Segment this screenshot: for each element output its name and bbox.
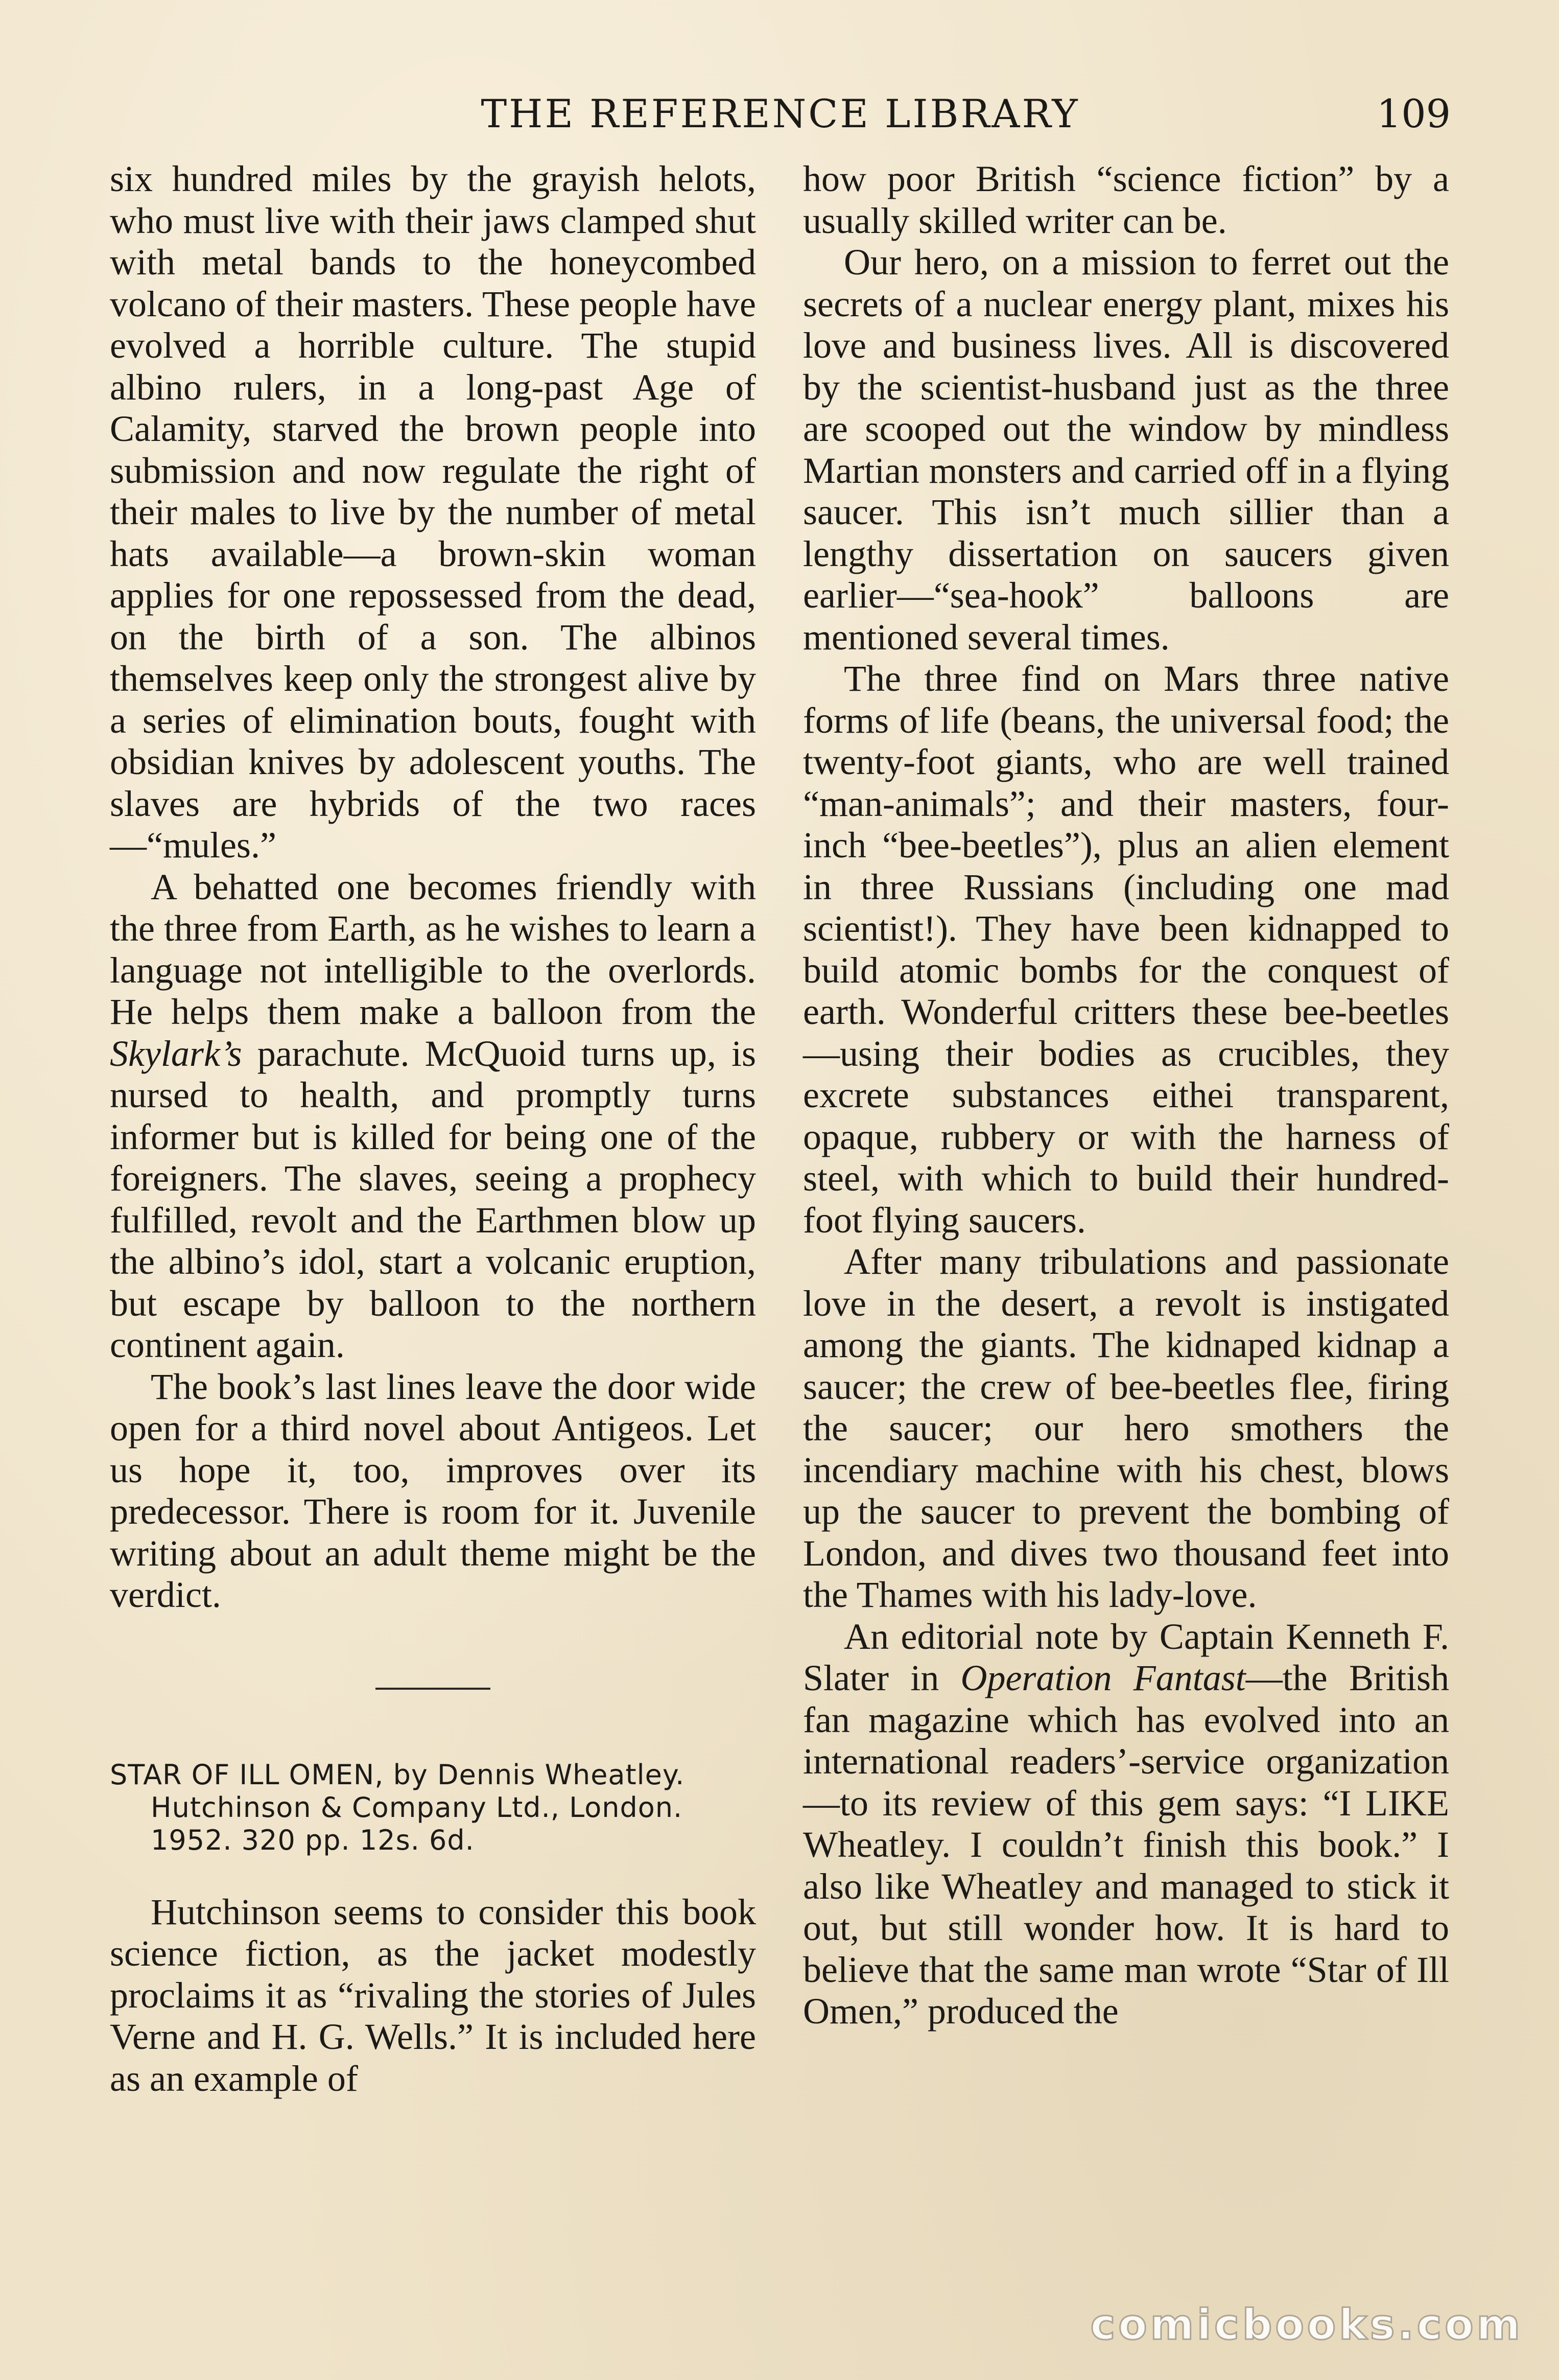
italic-title: Skylark’s — [110, 1033, 242, 1074]
section-divider — [375, 1688, 490, 1690]
watermark: comicbooks.com — [1090, 2301, 1523, 2349]
paragraph: Hutchinson seems to consider this book science fiction, as the jacket modestly proclaims it as “rivaling the stories of Jules Verne and H. G. Wells.” It is included here as an example of — [110, 1891, 756, 2099]
paragraph: The three find on Mars three native forms of life (beans, the universal food; the twenty-foot giants, who are well trained “man-animals”; and their masters, four-inch “bee-beetles”), plus an alien element in three Russians (including one mad scientist!). They have been kidnapped to build atomic bombs for the conquest of earth. Wonderful critters these bee-beetles—using their bodies as crucibles, they excrete substances eithei transparent, opaque, rubbery or with the harness of steel, with which to build their hundred-foot flying saucers. — [803, 658, 1449, 1241]
review-heading: STAR OF ILL OMEN, by Dennis Wheatley. Hutchinson & Company Ltd., London. 1952. 320 pp. 12s. 6d. — [110, 1758, 685, 1856]
running-header — [110, 86, 1451, 142]
right-column — [803, 158, 1449, 2033]
paragraph — [803, 1616, 1449, 2033]
text-run: —the British fan magazine which has evolved into an international readers’-service organization—to its review of this gem says: “I LIKE Wheatley. I couldn’t finish this book.” I also like Wheatley and managed to stick it out, but still wonder how. It is hard to believe that the same man wrote “Star of Ill Omen,” produced the — [803, 1658, 1449, 2032]
text-run: parachute. McQuoid turns up, is nursed to health, and promptly turns informer but is killed for being one of the foreigners. The slaves, seeing a prophecy fulfilled, revolt and the Earthmen blow up the albino’s idol, start a volcanic eruption, but escape by balloon to the northern continent again. — [110, 1033, 756, 1365]
running-header-title: THE REFERENCE LIBRARY — [481, 91, 1080, 136]
paragraph — [110, 867, 756, 1366]
italic-title: Operation Fantast — [960, 1658, 1246, 1698]
text-run: A behatted one becomes friendly with the three from Earth, as he wishes to learn a language not intelligible to the overlords. He helps them make a balloon from the — [110, 866, 756, 1032]
paragraph: Our hero, on a mission to ferret out the secrets of a nuclear energy plant, mixes his love and business lives. All is discovered by the scientist-husband just as the three are scooped out the window by mindless Martian monsters and carried off in a flying saucer. This isn’t much sillier than a lengthy dissertation on saucers given earlier—“sea-hook” balloons are mentioned several times. — [803, 242, 1449, 658]
paragraph: After many tribulations and passionate love in the desert, a revolt is instigated among the giants. The kidnaped kidnap a saucer; the crew of bee-beetles flee, firing the saucer; our hero smothers the incendiary machine with his chest, blows up the saucer to prevent the bombing of London, and dives two thousand feet into the Thames with his lady-love. — [803, 1241, 1449, 1615]
paragraph: six hundred miles by the grayish helots, who must live with their jaws clamped shut with metal bands to the honeycombed volcano of their masters. These people have evolved a horrible culture. The stupid albino rulers, in a long-past Age of Calamity, starved the brown people into submission and now regulate the right of their males to live by the number of metal hats available—a brown-skin woman applies for one repossessed from the dead, on the birth of a son. The albinos themselves keep only the strongest alive by a series of elimination bouts, fought with obsidian knives by adolescent youths. The slaves are hybrids of the two races—“mules.” — [110, 158, 756, 866]
paragraph: The book’s last lines leave the door wide open for a third novel about Antigeos. Let us hope it, too, improves over its predecessor. There is room for it. Juvenile writing about an adult theme might be the verdict. — [110, 1366, 756, 1615]
left-column — [110, 158, 756, 2099]
text-run: An editorial note by Captain Kenneth F. Slater in — [803, 1616, 1449, 1698]
page-number: 109 — [1376, 91, 1451, 136]
paragraph: how poor British “science fiction” by a usually skilled writer can be. — [803, 158, 1449, 241]
